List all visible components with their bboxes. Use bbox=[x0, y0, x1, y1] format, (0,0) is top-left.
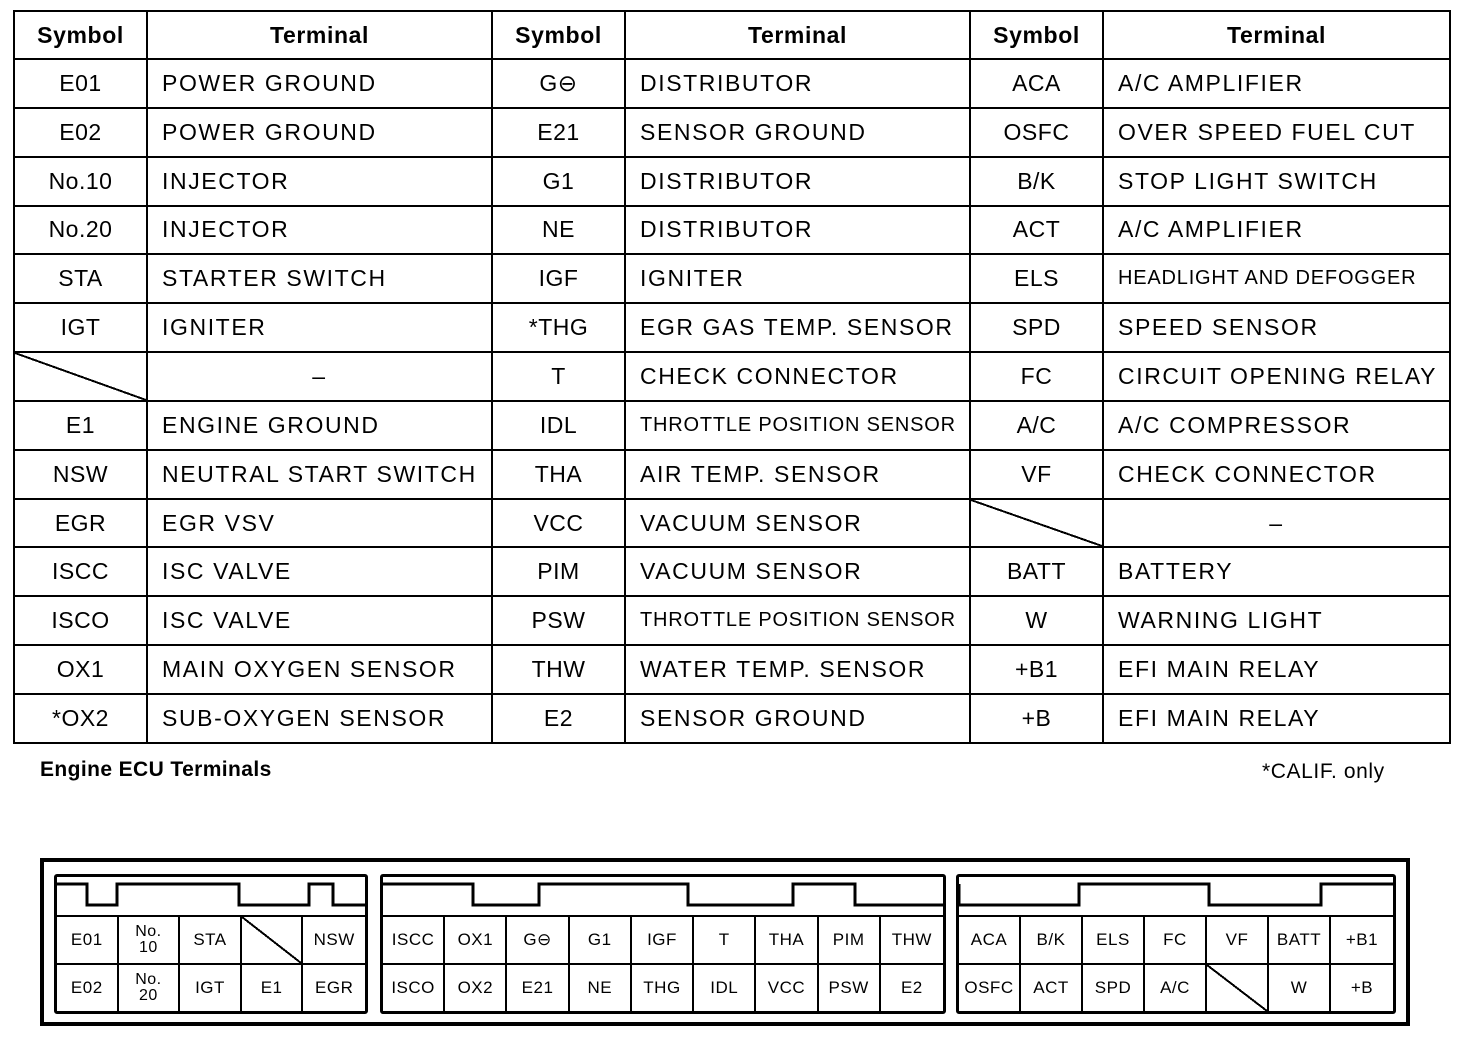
symbol-cell: VCC bbox=[492, 499, 625, 548]
connector-pin: ELS bbox=[1083, 915, 1145, 963]
terminal-cell: A/C AMPLIFIER bbox=[1103, 59, 1450, 108]
terminal-cell: HEADLIGHT AND DEFOGGER bbox=[1103, 254, 1450, 303]
connector-pin: E01 bbox=[57, 915, 119, 963]
symbol-cell: SPD bbox=[970, 303, 1103, 352]
table-row bbox=[14, 596, 1450, 645]
symbol-cell: A/C bbox=[970, 401, 1103, 450]
connector-pin: EGR bbox=[303, 963, 365, 1011]
table-row bbox=[14, 254, 1450, 303]
symbol-cell: BATT bbox=[970, 547, 1103, 596]
table-row bbox=[14, 206, 1450, 255]
connector-b bbox=[380, 874, 946, 1014]
table-row bbox=[14, 645, 1450, 694]
terminal-cell: INJECTOR bbox=[147, 157, 492, 206]
connector-pin: IGT bbox=[180, 963, 242, 1011]
terminal-cell: CIRCUIT OPENING RELAY bbox=[1103, 352, 1450, 401]
connector-pin: ISCO bbox=[383, 963, 445, 1011]
terminal-cell: SENSOR GROUND bbox=[625, 108, 970, 157]
connector-pin: NSW bbox=[303, 915, 365, 963]
symbol-cell: *THG bbox=[492, 303, 625, 352]
table-row bbox=[14, 108, 1450, 157]
symbol-cell: NSW bbox=[14, 450, 147, 499]
terminal-cell: ISC VALVE bbox=[147, 596, 492, 645]
terminal-cell: SUB-OXYGEN SENSOR bbox=[147, 694, 492, 743]
connector-pin: THG bbox=[632, 963, 694, 1011]
symbol-cell: ISCC bbox=[14, 547, 147, 596]
terminal-cell: THROTTLE POSITION SENSOR bbox=[625, 596, 970, 645]
connector-pin: E2 bbox=[881, 963, 943, 1011]
terminal-cell: SENSOR GROUND bbox=[625, 694, 970, 743]
terminal-cell: VACUUM SENSOR bbox=[625, 547, 970, 596]
connector-pin: +B1 bbox=[1331, 915, 1393, 963]
terminal-cell: WARNING LIGHT bbox=[1103, 596, 1450, 645]
terminal-cell: – bbox=[147, 352, 492, 401]
terminal-cell: EFI MAIN RELAY bbox=[1103, 645, 1450, 694]
terminal-cell: ENGINE GROUND bbox=[147, 401, 492, 450]
symbol-cell: ISCO bbox=[14, 596, 147, 645]
connector-pin: B/K bbox=[1021, 915, 1083, 963]
connector-pin: THA bbox=[756, 915, 818, 963]
terminal-cell: EGR GAS TEMP. SENSOR bbox=[625, 303, 970, 352]
empty-symbol-cell bbox=[14, 352, 147, 401]
symbol-cell: E2 bbox=[492, 694, 625, 743]
pin-grid bbox=[57, 915, 365, 1011]
connector-pin: G1 bbox=[570, 915, 632, 963]
connector-pin: E21 bbox=[507, 963, 569, 1011]
connector-pin: No. 10 bbox=[119, 915, 181, 963]
symbol-cell: E02 bbox=[14, 108, 147, 157]
table-row bbox=[14, 352, 1450, 401]
symbol-cell: VF bbox=[970, 450, 1103, 499]
table-row bbox=[14, 59, 1450, 108]
connector-a bbox=[54, 874, 368, 1014]
symbol-cell: STA bbox=[14, 254, 147, 303]
symbol-cell: W bbox=[970, 596, 1103, 645]
connector-pin: STA bbox=[180, 915, 242, 963]
terminal-cell: THROTTLE POSITION SENSOR bbox=[625, 401, 970, 450]
terminal-cell: A/C AMPLIFIER bbox=[1103, 206, 1450, 255]
table-row bbox=[14, 694, 1450, 743]
pin-grid bbox=[959, 915, 1393, 1011]
symbol-cell: OX1 bbox=[14, 645, 147, 694]
pin-grid bbox=[383, 915, 943, 1011]
symbol-cell: IGF bbox=[492, 254, 625, 303]
terminal-cell: OVER SPEED FUEL CUT bbox=[1103, 108, 1450, 157]
connector-pin: OSFC bbox=[959, 963, 1021, 1011]
empty-pin bbox=[242, 915, 304, 963]
connector-pin: NE bbox=[570, 963, 632, 1011]
table-body bbox=[14, 59, 1450, 743]
terminal-cell: INJECTOR bbox=[147, 206, 492, 255]
terminal-cell: IGNITER bbox=[147, 303, 492, 352]
footnote-calif: *CALIF. only bbox=[1262, 760, 1385, 783]
connector-c bbox=[956, 874, 1396, 1014]
symbol-cell: FC bbox=[970, 352, 1103, 401]
table-row bbox=[14, 450, 1450, 499]
symbol-cell: OSFC bbox=[970, 108, 1103, 157]
terminal-cell: DISTRIBUTOR bbox=[625, 206, 970, 255]
terminal-cell: WATER TEMP. SENSOR bbox=[625, 645, 970, 694]
symbol-cell: E01 bbox=[14, 59, 147, 108]
symbol-cell: +B bbox=[970, 694, 1103, 743]
connector-pin: +B bbox=[1331, 963, 1393, 1011]
symbol-cell: THA bbox=[492, 450, 625, 499]
terminal-cell: POWER GROUND bbox=[147, 108, 492, 157]
terminal-cell: NEUTRAL START SWITCH bbox=[147, 450, 492, 499]
symbol-cell: NE bbox=[492, 206, 625, 255]
connector-pin: No. 20 bbox=[119, 963, 181, 1011]
table-header-row bbox=[14, 11, 1450, 59]
connector-pin: PIM bbox=[819, 915, 881, 963]
terminal-cell: SPEED SENSOR bbox=[1103, 303, 1450, 352]
header-terminal-2: Terminal bbox=[625, 11, 970, 59]
connector-pin: IDL bbox=[694, 963, 756, 1011]
terminal-cell: MAIN OXYGEN SENSOR bbox=[147, 645, 492, 694]
connector-pin: SPD bbox=[1083, 963, 1145, 1011]
symbol-cell: G⊖ bbox=[492, 59, 625, 108]
terminal-cell: BATTERY bbox=[1103, 547, 1450, 596]
terminal-cell: STARTER SWITCH bbox=[147, 254, 492, 303]
symbol-cell: PIM bbox=[492, 547, 625, 596]
header-terminal-1: Terminal bbox=[147, 11, 492, 59]
connector-pin: E02 bbox=[57, 963, 119, 1011]
connector-pin: ACT bbox=[1021, 963, 1083, 1011]
terminal-cell: DISTRIBUTOR bbox=[625, 59, 970, 108]
connector-pin: PSW bbox=[819, 963, 881, 1011]
symbol-cell: T bbox=[492, 352, 625, 401]
symbol-cell: THW bbox=[492, 645, 625, 694]
connector-pin: BATT bbox=[1269, 915, 1331, 963]
terminal-cell: ISC VALVE bbox=[147, 547, 492, 596]
table-row bbox=[14, 303, 1450, 352]
terminal-cell: – bbox=[1103, 499, 1450, 548]
terminal-cell: CHECK CONNECTOR bbox=[1103, 450, 1450, 499]
empty-pin bbox=[1207, 963, 1269, 1011]
connector-pin: IGF bbox=[632, 915, 694, 963]
table-row bbox=[14, 157, 1450, 206]
terminal-cell: AIR TEMP. SENSOR bbox=[625, 450, 970, 499]
connector-pin: OX1 bbox=[445, 915, 507, 963]
terminal-cell: VACUUM SENSOR bbox=[625, 499, 970, 548]
connector-pin: THW bbox=[881, 915, 943, 963]
connector-pin: E1 bbox=[242, 963, 304, 1011]
connector-pin: ISCC bbox=[383, 915, 445, 963]
header-symbol-1: Symbol bbox=[14, 11, 147, 59]
connector-pin: T bbox=[694, 915, 756, 963]
terminal-cell: STOP LIGHT SWITCH bbox=[1103, 157, 1450, 206]
terminal-cell: EGR VSV bbox=[147, 499, 492, 548]
terminal-cell: POWER GROUND bbox=[147, 59, 492, 108]
table-row bbox=[14, 401, 1450, 450]
symbol-cell: IGT bbox=[14, 303, 147, 352]
terminal-cell: A/C COMPRESSOR bbox=[1103, 401, 1450, 450]
symbol-cell: +B1 bbox=[970, 645, 1103, 694]
connector-pin: W bbox=[1269, 963, 1331, 1011]
terminal-table bbox=[13, 10, 1451, 744]
empty-symbol-cell bbox=[970, 499, 1103, 548]
symbol-cell: *OX2 bbox=[14, 694, 147, 743]
connector-pin: G⊖ bbox=[507, 915, 569, 963]
figure-caption: Engine ECU Terminals bbox=[40, 758, 272, 781]
terminal-cell: CHECK CONNECTOR bbox=[625, 352, 970, 401]
symbol-cell: ACT bbox=[970, 206, 1103, 255]
symbol-cell: B/K bbox=[970, 157, 1103, 206]
symbol-cell: ACA bbox=[970, 59, 1103, 108]
symbol-cell: No.10 bbox=[14, 157, 147, 206]
connector-pin: VF bbox=[1207, 915, 1269, 963]
symbol-cell: E21 bbox=[492, 108, 625, 157]
connector-pin: OX2 bbox=[445, 963, 507, 1011]
symbol-cell: PSW bbox=[492, 596, 625, 645]
symbol-cell: ELS bbox=[970, 254, 1103, 303]
connector-pin: FC bbox=[1145, 915, 1207, 963]
terminal-cell: DISTRIBUTOR bbox=[625, 157, 970, 206]
symbol-cell: No.20 bbox=[14, 206, 147, 255]
terminal-cell: IGNITER bbox=[625, 254, 970, 303]
header-terminal-3: Terminal bbox=[1103, 11, 1450, 59]
terminal-cell: EFI MAIN RELAY bbox=[1103, 694, 1450, 743]
header-symbol-3: Symbol bbox=[970, 11, 1103, 59]
symbol-cell: E1 bbox=[14, 401, 147, 450]
symbol-cell: IDL bbox=[492, 401, 625, 450]
symbol-cell: EGR bbox=[14, 499, 147, 548]
table-row bbox=[14, 547, 1450, 596]
symbol-cell: G1 bbox=[492, 157, 625, 206]
table-row bbox=[14, 499, 1450, 548]
connector-pin: A/C bbox=[1145, 963, 1207, 1011]
connector-pin: ACA bbox=[959, 915, 1021, 963]
header-symbol-2: Symbol bbox=[492, 11, 625, 59]
connector-pin: VCC bbox=[756, 963, 818, 1011]
